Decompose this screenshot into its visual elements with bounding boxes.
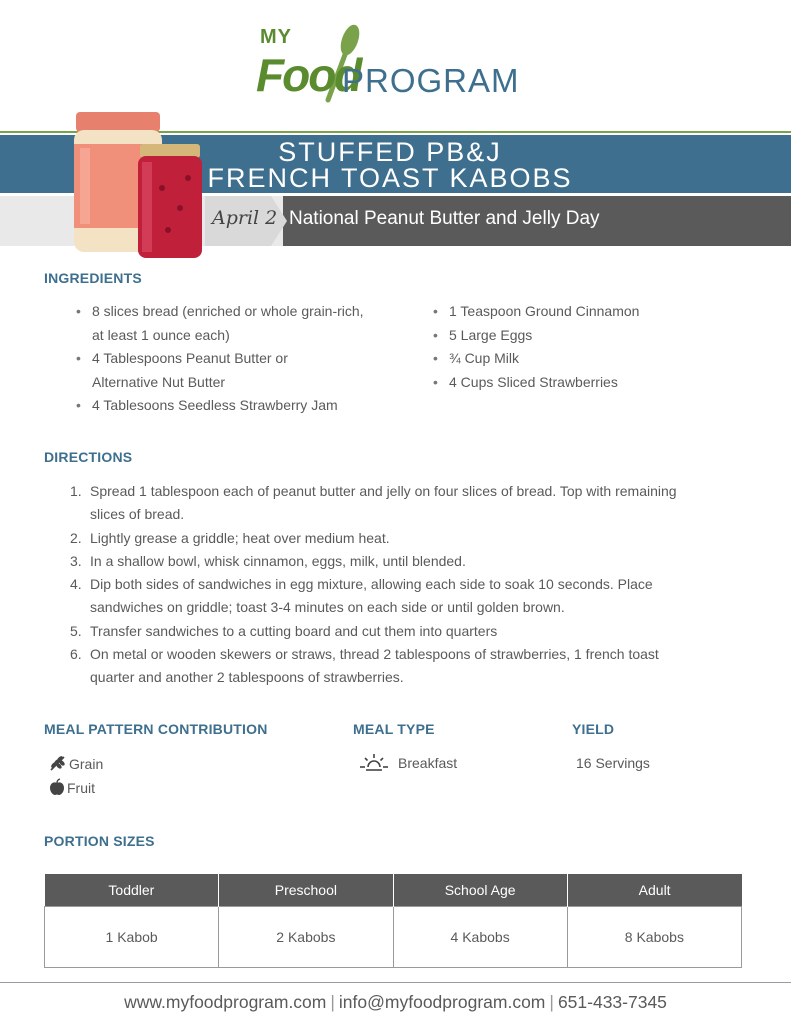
footer-divider	[0, 982, 791, 983]
table-cell: 4 Kabobs	[393, 907, 567, 968]
holiday-name: National Peanut Butter and Jelly Day	[289, 208, 600, 229]
directions-list	[44, 480, 744, 690]
footer-email-link[interactable]: info@myfoodprogram.com	[338, 992, 546, 1012]
list-item: • 4 Tablesoons Seedless Strawberry Jam	[76, 394, 406, 418]
list-item: • 1 Teaspoon Ground Cinnamon	[433, 300, 733, 324]
meal-type-heading: MEAL TYPE	[353, 721, 435, 737]
table-cell: 2 Kabobs	[219, 907, 393, 968]
directions-heading: DIRECTIONS	[44, 449, 133, 465]
recipe-title-line2: FRENCH TOAST KABOBS	[207, 163, 573, 193]
meal-pattern-fruit: Fruit	[67, 780, 95, 796]
list-item: • ¾ Cup Milk	[433, 347, 733, 371]
yield-heading: YIELD	[572, 721, 615, 737]
logo-my: MY	[260, 26, 292, 48]
table-row	[45, 907, 742, 968]
list-item: • 8 slices bread (enriched or whole grain-rich, at least 1 ounce each)	[76, 300, 406, 347]
ingredients-heading: INGREDIENTS	[44, 270, 142, 286]
footer-website-link[interactable]: www.myfoodprogram.com	[124, 992, 327, 1012]
apple-icon	[49, 778, 65, 796]
footer-phone: 651-433-7345	[557, 992, 667, 1012]
meal-pattern-heading: MEAL PATTERN CONTRIBUTION	[44, 721, 268, 737]
table-cell: 8 Kabobs	[567, 907, 741, 968]
meal-pattern-grain: Grain	[69, 756, 104, 772]
list-item: • 5 Large Eggs	[433, 324, 733, 348]
recipe-title-line1: STUFFED PB&J	[278, 137, 502, 167]
footer-separator: |	[330, 992, 335, 1012]
footer	[0, 992, 791, 1013]
list-item: 5. Transfer sandwiches to a cutting board and cut them into quarters	[70, 622, 498, 639]
date-tag: April 2	[212, 207, 278, 229]
logo	[256, 22, 546, 112]
sunrise-icon	[360, 753, 388, 771]
logo-food: Food	[256, 49, 361, 101]
column-header: School Age	[393, 874, 567, 907]
wheat-icon	[49, 754, 67, 772]
ingredients-list-right	[433, 300, 733, 394]
list-item: 4. Dip both sides of sandwiches in egg mixture, allowing each side to soak 10 seconds. Place sandwiches on griddle; toast 3-4 minutes on each side or until golden brown.	[70, 576, 653, 616]
table-cell: 1 Kabob	[45, 907, 219, 968]
column-header: Adult	[567, 874, 741, 907]
column-header: Toddler	[45, 874, 219, 907]
footer-separator: |	[549, 992, 554, 1012]
pb-and-jelly-jars-icon	[70, 108, 210, 260]
column-header: Preschool	[219, 874, 393, 907]
list-item: • 4 Tablespoons Peanut Butter or Alternative Nut Butter	[76, 347, 406, 394]
list-item: 1. Spread 1 tablespoon each of peanut butter and jelly on four slices of bread. Top with remaining slices of bread.	[70, 483, 677, 523]
list-item: • 4 Cups Sliced Strawberries	[433, 371, 733, 395]
yield-value: 16 Servings	[576, 755, 650, 771]
ingredients-list-left	[76, 300, 406, 418]
portion-table	[44, 874, 742, 968]
list-item: 3. In a shallow bowl, whisk cinnamon, eggs, milk, until blended.	[70, 552, 466, 569]
logo-program: PROGRAM	[342, 62, 520, 99]
list-item: 6. On metal or wooden skewers or straws, thread 2 tablespoons of strawberries, 1 french toast quarter and another 2 tablespoons of strawberries.	[70, 646, 659, 686]
table-header-row	[45, 874, 742, 907]
meal-type-value: Breakfast	[398, 755, 458, 771]
list-item: 2. Lightly grease a griddle; heat over medium heat.	[70, 529, 390, 546]
portion-sizes-heading: PORTION SIZES	[44, 833, 155, 849]
